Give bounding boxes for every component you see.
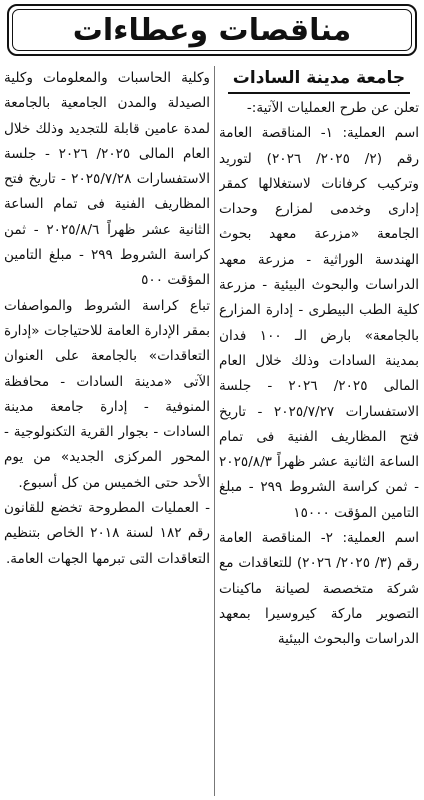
university-heading: جامعة مدينة السادات — [232, 68, 406, 88]
law-paragraph: - العمليات المطروحة تخضع للقانون رقم ١٨٢ لسنة ٢٠١٨ الخاص بتنظيم التعاقدات التى تبرمها الجهات العامة. — [4, 500, 210, 567]
section-banner — [7, 4, 417, 56]
column-divider — [214, 66, 215, 796]
tender-1-paragraph: اسم العملية: ١- المناقصة العامة رقم (٢/ ٢٠٢٥/ ٢٠٢٦) لتوريد وتركيب كرفانات لاستغلالها كمقر إدارى وخدمى لمزارع وحدات الجامعة «مزرعة معهد بحوث الهندسة الوراثية - مزرعة معهد الدراسات والبحوث البيئية - مزرعة كلية الطب البيطرى - إدارة المزارع بالجامعة» بارض الـ ١٠٠ فدان بمدينة السادات وذلك خلال العام المالى ٢٠٢٥/ ٢٠٢٦ - جلسة الاستفسارات ٢٠٢٥/٧/٢٧ - تاريخ فتح المظاريف الفنية فى تمام الساعة الثانية عشر ظهراً ٢٠٢٥/٨/٣ - ثمن كراسة الشروط ٢٩٩ - مبلغ التامين المؤقت ١٥٠٠٠ — [219, 125, 419, 521]
banner-title: مناقصات وعطاءات — [72, 12, 352, 48]
tender-2-continued-paragraph: وكلية الحاسبات والمعلومات وكلية الصيدلة والمدن الجامعية بالجامعة لمدة عامين قابلة للتجديد وذلك خلال العام المالى ٢٠٢٥/ ٢٠٢٦ - جلسة الاستفسارات ٢٠٢٥/٧/٢٨ - تاريخ فتح المظاريف الفنية فى تمام الساعة الثانية عشر ظهراً ٢٠٢٥/٨/٦ - ثمن كراسة الشروط ٢٩٩ - مبلغ التامين المؤقت ٥٠٠ — [4, 70, 210, 289]
heading-underline — [228, 92, 410, 94]
booklet-sale-paragraph: تباع كراسة الشروط والمواصفات بمقر الإدارة العامة للاحتياجات «إدارة التعاقدات» بالجامعة على العنوان الآتى «مدينة السادات - محافظة المنوفية - إدارة جامعة مدينة السادات - بجوار القرية التكنولوجية - المحور المركزى الجديد» من يوم الأحد حتى الخميس من كل أسبوع. — [4, 297, 210, 491]
right-column — [219, 66, 419, 796]
tender-2-paragraph: اسم العملية: ٢- المناقصة العامة رقم (٣/ ٢٠٢٥/ ٢٠٢٦) للتعاقدات مع شركة متخصصة لصيانة ماكينات التصوير ماركة كيروسيرا بمعهد الدراسات والبحوث البيئية — [219, 530, 419, 648]
intro-paragraph: تعلن عن طرح العمليات الآتية:- — [246, 100, 419, 116]
left-column — [4, 66, 210, 796]
